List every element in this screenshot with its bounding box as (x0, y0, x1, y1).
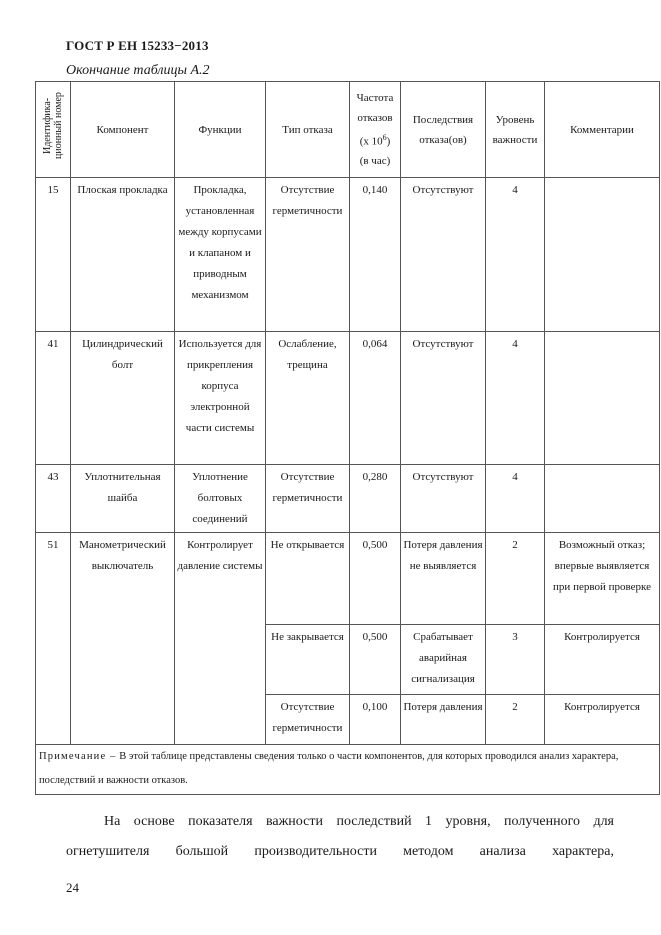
cell-frequency: 0,280 (350, 465, 401, 533)
cell-failure-type: Отсутствие герметичности (266, 178, 350, 332)
header-consequences: Последствия отказа(ов) (401, 82, 486, 178)
body-paragraph-line: На основе показателя важности последствий 1 уровня, полученного для (104, 814, 614, 829)
cell-failure-type: Отсутствие герметичности (266, 465, 350, 533)
header-failure-type: Тип отказа (266, 82, 350, 178)
header-component: Компонент (71, 82, 175, 178)
cell-comments (545, 465, 660, 533)
cell-level: 4 (486, 178, 545, 332)
cell-level: 4 (486, 465, 545, 533)
cell-consequences: Потеря давления (401, 695, 486, 745)
cell-consequences: Отсутствуют (401, 332, 486, 465)
table-row (36, 533, 660, 625)
cell-level: 4 (486, 332, 545, 465)
cell-function: Прокладка, установленная между корпусами и клапаном и приводным механизмом (175, 178, 266, 332)
cell-comments (545, 332, 660, 465)
cell-failure-type: Не открывается (266, 533, 350, 625)
cell-id: 43 (36, 465, 71, 533)
cell-consequences: Отсутствуют (401, 465, 486, 533)
page-number: 24 (66, 880, 79, 895)
cell-component: Цилиндрический болт (71, 332, 175, 465)
cell-frequency: 0,500 (350, 625, 401, 695)
table-note-row (36, 745, 660, 795)
cell-consequences: Потеря давления не выявляется (401, 533, 486, 625)
document-header: ГОСТ Р ЕН 15233−2013 (66, 38, 209, 53)
header-id: Идентифика-ционный номер (36, 82, 71, 178)
failure-analysis-table (35, 81, 660, 795)
note-label: Примечание – (39, 751, 117, 762)
header-frequency: Частота отказов (x $10^6$) (в час) (350, 82, 401, 178)
cell-function: Используется для прикрепления корпуса электронной части системы (175, 332, 266, 465)
cell-failure-type: Ослабление, трещина (266, 332, 350, 465)
note-text: В этой таблице представлены сведения только о части компонентов, для которых проводился анализ характера, последствий и важности отказов. (39, 751, 619, 786)
table-row (36, 178, 660, 332)
cell-failure-type: Не закрывается (266, 625, 350, 695)
cell-comments: Контролируется (545, 695, 660, 745)
cell-frequency: 0,100 (350, 695, 401, 745)
cell-comments (545, 178, 660, 332)
header-comments: Комментарии (545, 82, 660, 178)
cell-frequency: 0,140 (350, 178, 401, 332)
header-level: Уровень важности (486, 82, 545, 178)
table-note (36, 745, 660, 795)
cell-component: Манометрический выключатель (71, 533, 175, 745)
cell-level: 2 (486, 533, 545, 625)
cell-level: 3 (486, 625, 545, 695)
cell-function: Уплотнение болтовых соединений (175, 465, 266, 533)
cell-function: Контролирует давление системы (175, 533, 266, 745)
cell-id: 15 (36, 178, 71, 332)
table-continuation-title: Окончание таблицы А.2 (66, 63, 210, 78)
cell-frequency: 0,500 (350, 533, 401, 625)
cell-comments: Контролируется (545, 625, 660, 695)
cell-component: Плоская прокладка (71, 178, 175, 332)
cell-consequences: Отсутствуют (401, 178, 486, 332)
cell-id: 41 (36, 332, 71, 465)
cell-id: 51 (36, 533, 71, 745)
table-row (36, 332, 660, 465)
cell-level: 2 (486, 695, 545, 745)
cell-comments: Возможный отказ; впервые выявляется при первой проверке (545, 533, 660, 625)
table-row (36, 465, 660, 533)
table-header-row (36, 82, 660, 178)
cell-consequences: Срабатывает аварийная сигнализация (401, 625, 486, 695)
cell-frequency: 0,064 (350, 332, 401, 465)
body-paragraph-line: огнетушителя большой производительности методом анализа характера, (66, 844, 614, 859)
header-function: Функции (175, 82, 266, 178)
cell-failure-type: Отсутствие герметичности (266, 695, 350, 745)
cell-component: Уплотнительная шайба (71, 465, 175, 533)
